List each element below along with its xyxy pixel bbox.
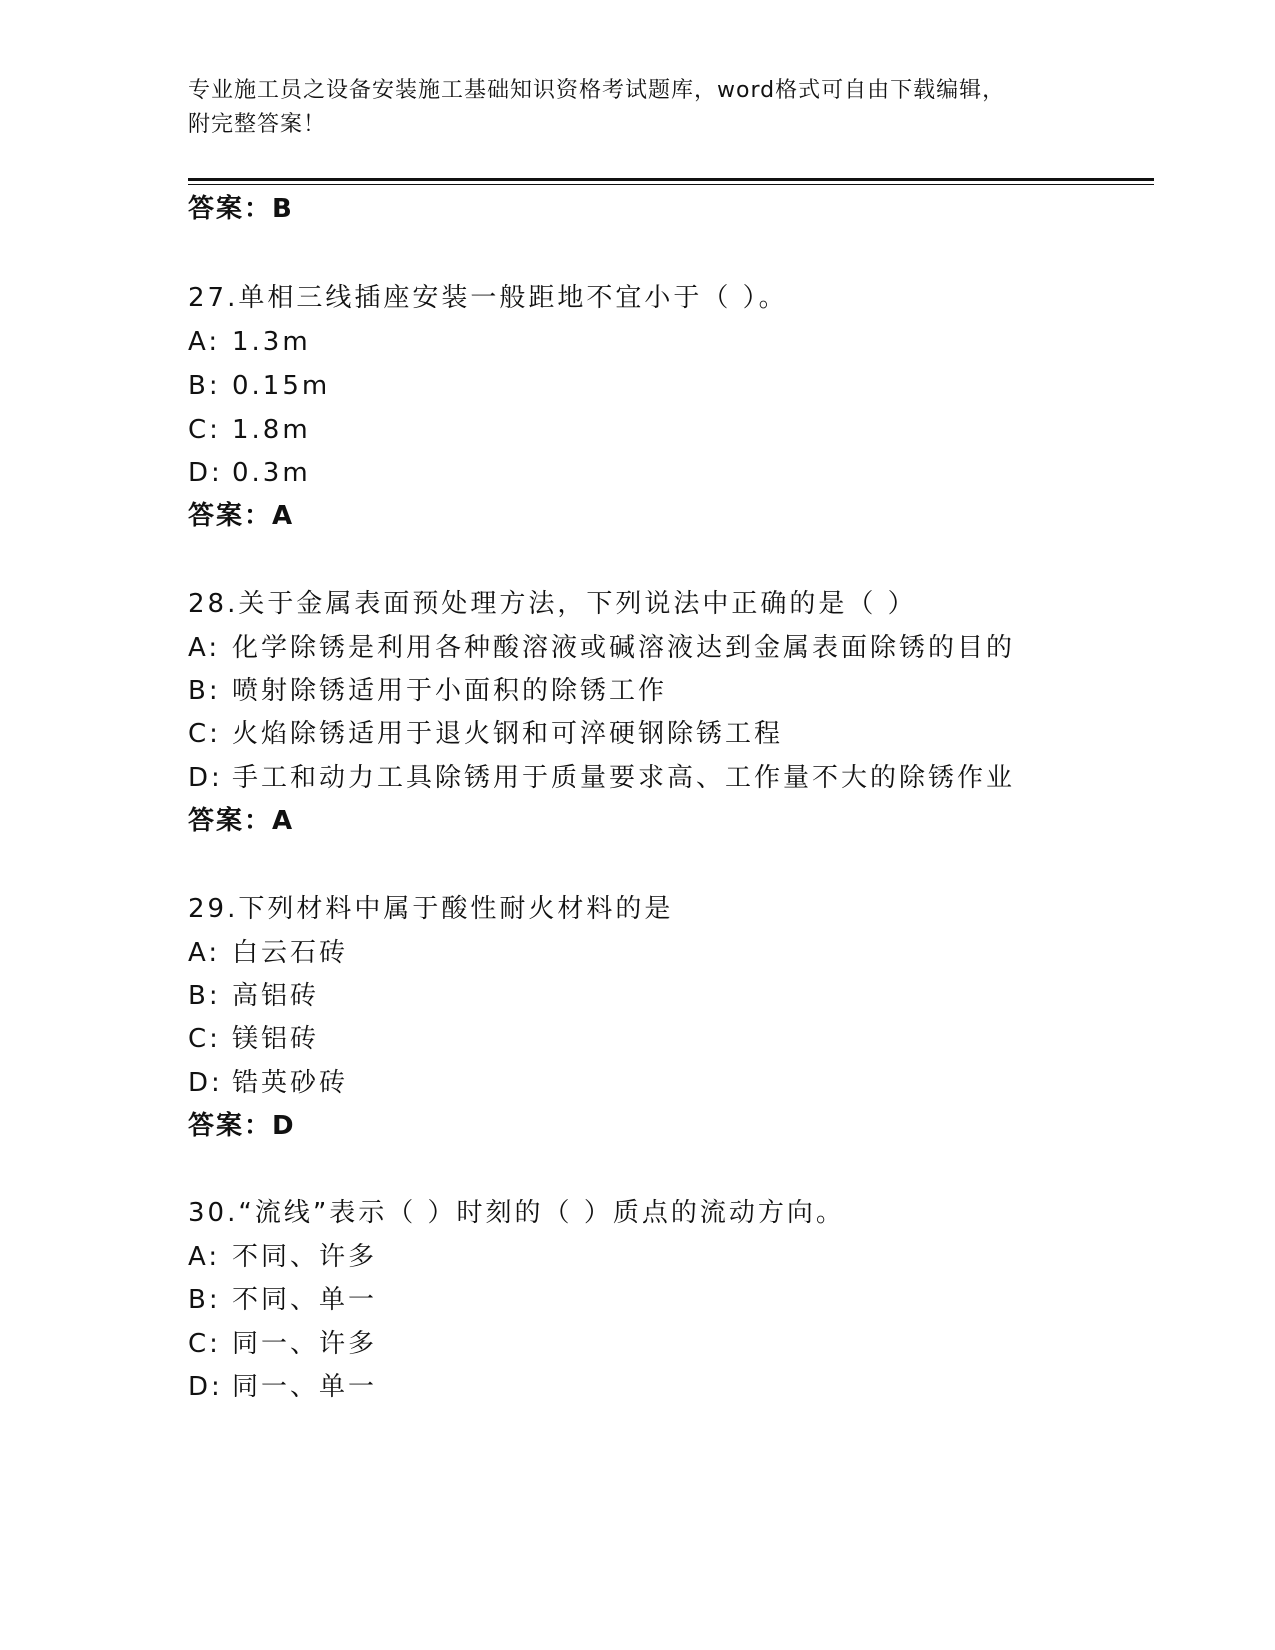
- option-label: D:: [188, 458, 223, 488]
- option-text: 1.8m: [232, 415, 311, 445]
- option-text: 不同、单一: [232, 1285, 378, 1315]
- option-label: C:: [188, 415, 221, 445]
- option-text: 手工和动力工具除锈用于质量要求高、工作量不大的除锈作业: [232, 763, 1016, 793]
- question-27-stem: 27.单相三线插座安装一般距地不宜小于（ ）。: [188, 283, 788, 313]
- option-label: C:: [188, 719, 221, 749]
- option-label: D:: [188, 1068, 223, 1098]
- question-29-option-a: [188, 936, 348, 970]
- header-divider-thick: [188, 178, 1154, 181]
- question-30-option-d: [188, 1370, 377, 1404]
- question-29-option-c: [188, 1022, 319, 1056]
- option-label: A:: [188, 327, 221, 357]
- option-label: B:: [188, 1285, 221, 1315]
- option-text: 1.3m: [232, 327, 311, 357]
- option-label: A:: [188, 938, 221, 968]
- question-28-option-d: [188, 761, 1015, 795]
- option-text: 镁铝砖: [232, 1024, 320, 1054]
- question-28-option-c: [188, 717, 783, 751]
- question-30-option-b: [188, 1283, 377, 1317]
- question-28-answer: 答案：A: [188, 806, 295, 836]
- option-text: 0.15m: [232, 371, 331, 401]
- question-28-option-b: [188, 674, 667, 708]
- document-header: [188, 74, 1108, 142]
- option-label: D:: [188, 1372, 223, 1402]
- question-29-option-d: [188, 1066, 348, 1100]
- option-label: C:: [188, 1329, 221, 1359]
- question-27-option-c: [188, 413, 311, 447]
- question-30-option-c: [188, 1327, 377, 1361]
- option-text: 高铝砖: [232, 981, 320, 1011]
- header-line-2: 附完整答案！: [188, 112, 327, 137]
- option-text: 不同、许多: [232, 1242, 378, 1272]
- question-28-option-a: [188, 631, 1015, 665]
- question-30-stem: 30.“流线”表示（ ）时刻的（ ）质点的流动方向。: [188, 1198, 845, 1228]
- question-27-option-d: [188, 456, 311, 490]
- option-text: 同一、单一: [232, 1372, 378, 1402]
- header-line-1: 专业施工员之设备安装施工基础知识资格考试题库，word格式可自由下载编辑，: [188, 78, 1006, 103]
- option-text: 白云石砖: [232, 938, 349, 968]
- question-29-option-b: [188, 979, 319, 1013]
- option-text: 化学除锈是利用各种酸溶液或碱溶液达到金属表面除锈的目的: [232, 633, 1016, 663]
- option-label: B:: [188, 981, 221, 1011]
- header-divider-thin: [188, 184, 1154, 185]
- question-30-option-a: [188, 1240, 377, 1274]
- option-text: 火焰除锈适用于退火钢和可淬硬钢除锈工程: [232, 719, 784, 749]
- option-text: 同一、许多: [232, 1329, 378, 1359]
- answer-prev: 答案：B: [188, 194, 294, 224]
- option-label: B:: [188, 371, 221, 401]
- question-29-answer: 答案：D: [188, 1111, 296, 1141]
- option-text: 喷射除锈适用于小面积的除锈工作: [232, 676, 668, 706]
- question-27-option-a: [188, 325, 311, 359]
- question-27-answer: 答案：A: [188, 501, 295, 531]
- question-27-option-b: [188, 369, 330, 403]
- option-label: A:: [188, 1242, 221, 1272]
- option-label: B:: [188, 676, 221, 706]
- option-text: 0.3m: [232, 458, 311, 488]
- option-text: 锆英砂砖: [232, 1068, 349, 1098]
- option-label: D:: [188, 763, 223, 793]
- question-29-stem: 29.下列材料中属于酸性耐火材料的是: [188, 894, 674, 924]
- option-label: C:: [188, 1024, 221, 1054]
- question-28-stem: 28.关于金属表面预处理方法，下列说法中正确的是（ ）: [188, 589, 917, 619]
- option-label: A:: [188, 633, 221, 663]
